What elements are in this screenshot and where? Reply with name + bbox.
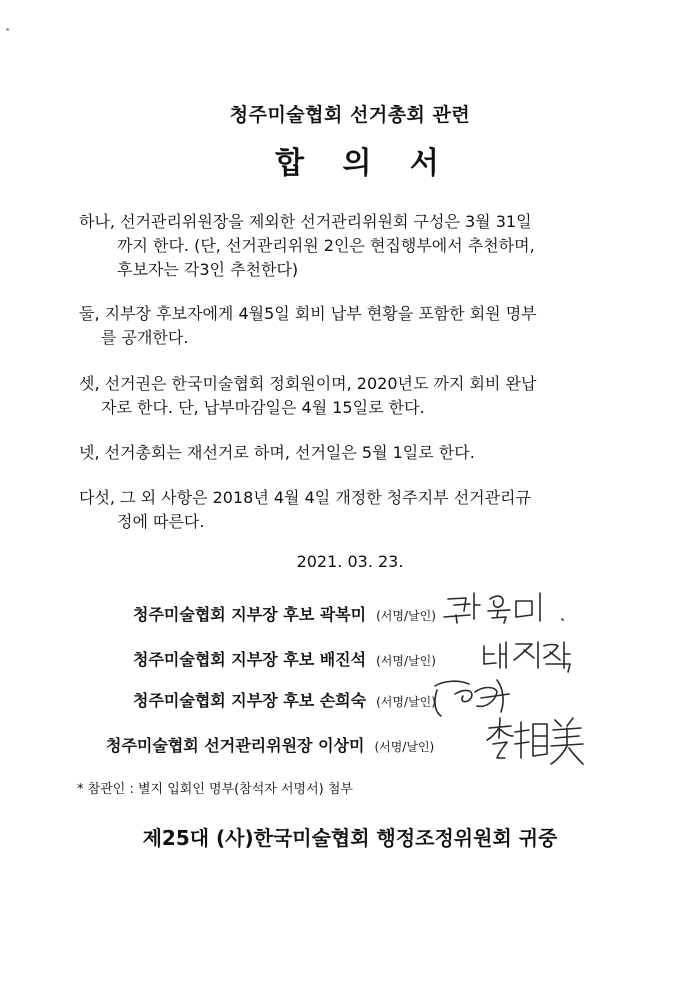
signatory-row-3 [133,688,436,711]
handwritten-signature-4 [485,712,585,768]
document-subtitle: 청주미술협회 선거총회 관련 [229,104,471,126]
item-1-line-2: 까지 한다. (단, 선거관리위원 2인은 현집행부에서 추천하며, [117,236,535,255]
item-5-line-2: 정에 따른다. [117,512,205,531]
handwritten-signature-2 [478,634,578,674]
signatory-label: 청주미술협회 지부장 후보 배진석 [133,650,367,669]
item-2-line-2: 를 공개한다. [101,328,189,347]
signatory-row-4 [106,733,434,756]
item-2-line-1: 둘, 지부장 후보자에게 4월5일 회비 납부 현황을 포함한 회원 명부 [79,304,537,323]
signature-placeholder: (서명/날인) [376,609,436,623]
handwritten-signature-3 [425,672,515,720]
signatory-label: 청주미술협회 지부장 후보 곽복미 [133,605,367,624]
signature-placeholder: (서명/날인) [374,740,435,754]
handwritten-signature-1 [440,585,580,627]
item-1-line-3: 후보자는 각3인 추천한다) [117,260,299,279]
scan-speck [6,28,9,31]
signatory-label: 청주미술협회 지부장 후보 손희숙 [133,691,367,710]
signature-placeholder: (서명/날인) [376,695,436,709]
signatory-row-1 [133,602,436,625]
signatory-label: 청주미술협회 선거관리위원장 이상미 [106,736,365,755]
item-1-line-1: 하나, 선거관리위원장을 제외한 선거관리위원회 구성은 3월 31일 [79,212,532,231]
agreement-date: 2021. 03. 23. [296,552,404,571]
signature-placeholder: (서명/날인) [376,654,436,668]
item-5-line-1: 다섯, 그 외 사항은 2018년 4월 4일 개정한 청주지부 선거관리규 [79,488,531,507]
signatory-row-2 [133,647,436,670]
item-3-line-1: 셋, 선거권은 한국미술협회 정회원이며, 2020년도 까지 회비 완납 [79,374,537,393]
item-4-line-1: 넷, 선거총회는 재선거로 하며, 선거일은 5월 1일로 한다. [79,443,475,462]
item-3-line-2: 자로 한다. 단, 납부마감일은 4월 15일로 한다. [101,398,425,417]
observer-note: * 참관인 : 별지 입회인 명부(참석자 서명서) 첨부 [77,782,353,797]
addressee-footer: 제25대 (사)한국미술협회 행정조정위원회 귀중 [142,826,558,850]
document-title: 합 의 서 [275,146,453,181]
